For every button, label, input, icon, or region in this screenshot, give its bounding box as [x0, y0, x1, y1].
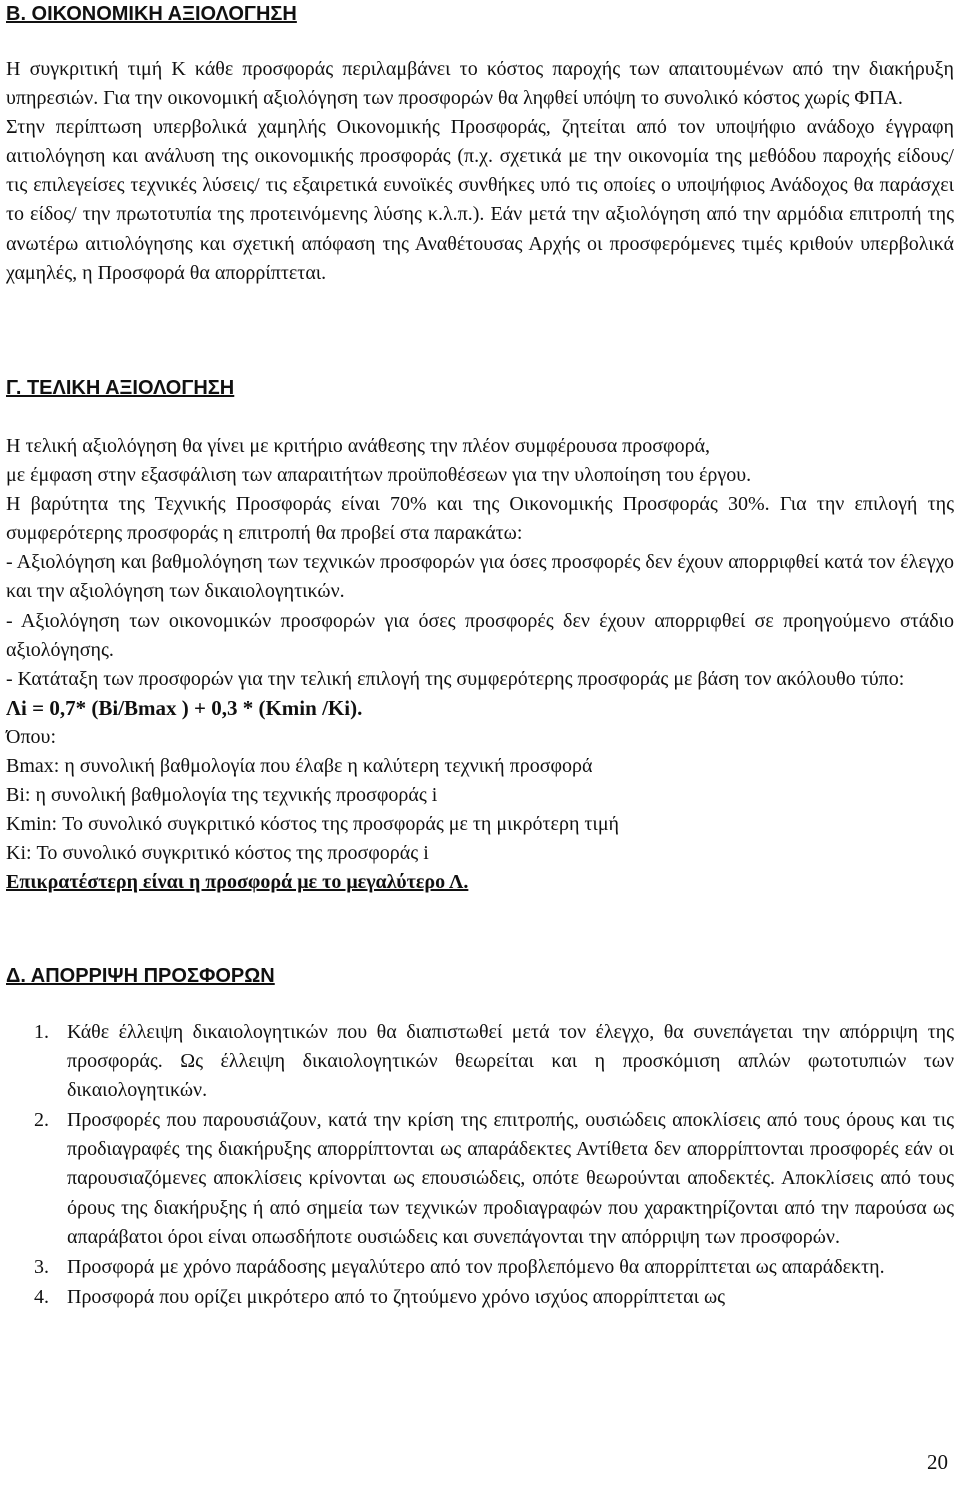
section-c-body: [6, 432, 954, 898]
definition-bi: Bi: η συνολική βαθμολογία της τεχνικής προσφοράς i: [6, 784, 438, 807]
list-item-number: 3.: [34, 1255, 49, 1278]
section-c-bullet-2: - Αξιολόγηση των οικονομικών προσφορών για όσες προσφορές δεν έχουν απορριφθεί σε προηγούμενο στάδιο αξιολόγησης.: [6, 609, 954, 661]
list-item-number: 2.: [34, 1109, 49, 1132]
section-d-heading: Δ. ΑΠΟΡΡΙΨΗ ΠΡΟΣΦΟΡΩΝ: [6, 965, 275, 987]
list-item-text: Προσφορές που παρουσιάζουν, κατά την κρίση της επιτροπής, ουσιώδεις αποκλίσεις από τους όρους και τις προδιαγραφές της διακήρυξης απορρίπτονται ως απαράδεκτες Αντίθετα δεν απορρίπτονται προσφορές εάν οι παρουσιαζόμενες αποκλίσεις κρίνονται ως επουσιώδεις, οπότε θεωρούνται αποδεκτές. Αποκλίσεις από τους όρους της διακήρυξης ή από σημεία των τεχνικών προδιαγραφών που χαρακτηρίζονται από την παρούσα ως απαράβατοι όροι είναι οπωσδήποτε ουσιώδεις και συνεπάγονται την απόρριψη των προσφορών.: [67, 1109, 954, 1248]
list-item-text: Προσφορά που ορίζει μικρότερο από το ζητούμενο χρόνο ισχύος απορρίπτεται ως: [67, 1285, 726, 1308]
section-c-bullet-3: - Κατάταξη των προσφορών για την τελική επιλογή της συμφερότερης προσφοράς με βάση τον ακόλουθο τύπο:: [6, 667, 905, 690]
page-number: 20: [927, 1450, 948, 1474]
section-b-paragraph-2: Στην περίπτωση υπερβολικά χαμηλής Οικονομικής Προσφοράς, ζητείται από τον υποψήφιο ανάδοχο έγγραφη αιτιολόγηση και ανάλυση της οικονομικής προσφοράς (π.χ. σχετικά με την οικονομία της μεθόδου παροχής είδους/ τις επιλεγείσες τεχνικές λύσεις/ τις εξαιρετικά ευνοϊκές συνθήκες υπό τις οποίες ο υποψήφιος Ανάδοχος θα παράσχει το είδος/ την πρωτοτυπία της προτεινόμενης λύσης κ.λ.π.). Εάν μετά την αξιολόγηση από την αρμόδια επιτροπή της ανωτέρω αιτιολόγησης και σχετική απόφαση της Αναθέτουσας Αρχής οι προσφερόμενες τιμές κριθούν υπερβολικά χαμηλές, η Προσφορά θα απορρίπτεται.: [6, 116, 954, 284]
section-b-heading: Β. ΟΙΚΟΝΟΜΙΚΗ ΑΞΙΟΛΟΓΗΣΗ: [6, 3, 297, 25]
list-item-text: Προσφορά με χρόνο παράδοσης μεγαλύτερο από τον προβλεπόμενο θα απορρίπτεται ως απαράδεκτη.: [67, 1255, 885, 1278]
list-item-number: 1.: [34, 1021, 49, 1043]
list-item-number: 4.: [34, 1285, 49, 1308]
section-b-body: [6, 55, 954, 288]
definition-ki: Ki: Το συνολικό συγκριτικό κόστος της προσφοράς i: [6, 842, 429, 865]
formula-where-label: Όπου:: [6, 725, 56, 748]
section-b-paragraph: Η συγκριτική τιμή Κ κάθε προσφοράς περιλαμβάνει το κόστος παροχής των απαιτουμένων από την διακήρυξη υπηρεσιών. Για την οικονομική αξιολόγηση των προσφορών θα ληφθεί υπόψη το συνολικό κόστος χωρίς ΦΠΑ.: [6, 58, 954, 110]
section-c-line-1: Η τελική αξιολόγηση θα γίνει με κριτήριο ανάθεσης την πλέον συμφέρουσα προσφορά,: [6, 435, 711, 457]
list-item: [6, 1253, 954, 1282]
section-c-line-2: με έμφαση στην εξασφάλιση των απαραιτήτων προϋποθέσεων για την υλοποίηση του έργου.: [6, 464, 752, 487]
section-c-heading: Γ. ΤΕΛΙΚΗ ΑΞΙΟΛΟΓΗΣΗ: [6, 377, 235, 399]
section-c-line-3: Η βαρύτητα της Τεχνικής Προσφοράς είναι 70% και της Οικονομικής Προσφοράς 30%. Για την επιλογή της συμφερότερης προσφοράς η επιτροπή θα προβεί στα παρακάτω:: [6, 493, 954, 545]
winning-rule: Επικρατέστερη είναι η προσφορά με το μεγαλύτερο Λ.: [6, 871, 469, 894]
definition-bmax: Bmax: η συνολική βαθμολογία που έλαβε η καλύτερη τεχνική προσφορά: [6, 755, 593, 778]
evaluation-formula: Λi = 0,7* (Bi/Bmax ) + 0,3 * (Kmin /Ki).: [6, 695, 363, 720]
list-item: [6, 1283, 954, 1312]
list-item: [6, 1018, 954, 1105]
list-item: [6, 1106, 954, 1251]
rejection-list: [6, 1018, 954, 1313]
list-item-text: Κάθε έλλειψη δικαιολογητικών που θα διαπιστωθεί μετά τον έλεγχο, θα συνεπάγεται την απόρριψη της προσφοράς. Ως έλλειψη δικαιολογητικών θεωρείται και η προσκόμιση απλών φωτοτυπιών των δικαιολογητικών.: [67, 1021, 954, 1102]
section-c-bullet-1: - Αξιολόγηση και βαθμολόγηση των τεχνικών προσφορών για όσες προσφορές δεν έχουν απορριφθεί κατά τον έλεγχο και την αξιολόγηση των δικαιολογητικών.: [6, 551, 954, 603]
definition-kmin: Kmin: Το συνολικό συγκριτικό κόστος της προσφοράς με τη μικρότερη τιμή: [6, 813, 619, 836]
